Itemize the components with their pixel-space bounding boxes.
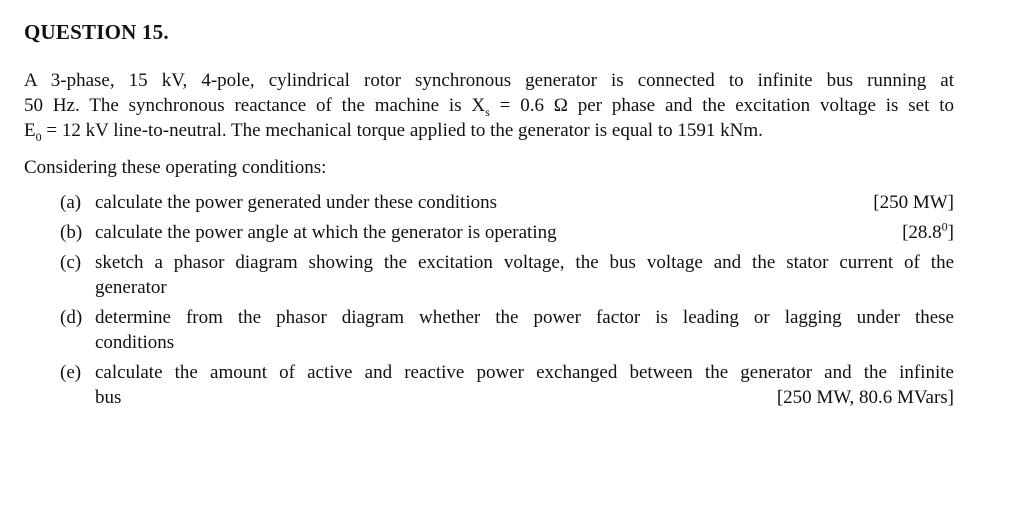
- intro-line-2: [24, 93, 954, 118]
- part-c: [60, 250, 954, 300]
- intro-line-3-rest: = 12 kV line-to-neutral. The mechanical torque applied to the generator is equal to 1591 kNm.: [41, 120, 763, 141]
- part-d: [60, 305, 954, 355]
- intro-line-2-text: 50 Hz. The synchronous reactance of the machine is X: [24, 95, 486, 116]
- question-parts: [60, 190, 954, 410]
- part-d-line-2: conditions: [95, 332, 175, 353]
- part-b-answer-value: [28.8: [902, 222, 942, 243]
- part-b: [60, 220, 954, 245]
- part-c-label: (c): [60, 252, 82, 273]
- part-d-line-1: determine from the phasor diagram whether the power factor is leading or lagging under these: [95, 307, 954, 328]
- intro-line-3: [24, 118, 954, 143]
- intro-line-2-rest: = 0.6 Ω per phase and the excitation voltage is set to: [489, 95, 954, 116]
- question-intro: [24, 68, 954, 143]
- intro-line-1: A 3-phase, 15 kV, 4-pole, cylindrical rotor synchronous generator is connected to infinite bus running at: [24, 70, 954, 91]
- intro-line-3-text: E: [24, 120, 36, 141]
- part-c-line-2: generator: [95, 277, 167, 298]
- considering-heading: Considering these operating conditions:: [24, 157, 327, 178]
- part-a-answer: [250 MW]: [873, 192, 954, 213]
- part-c-line-1: sketch a phasor diagram showing the excitation voltage, the bus voltage and the stator current of the: [95, 252, 954, 273]
- excitation-subscript: 0: [35, 129, 42, 144]
- degree-superscript: 0: [941, 219, 948, 234]
- part-a-label: (a): [60, 192, 82, 213]
- part-d-label: (d): [60, 307, 83, 328]
- part-e: [60, 360, 954, 410]
- part-b-answer-close: ]: [947, 222, 954, 243]
- part-e-line-2: bus: [95, 387, 122, 408]
- question-title: QUESTION 15.: [24, 20, 169, 44]
- part-e-line-1: calculate the amount of active and reactive power exchanged between the generator and the infinite: [95, 362, 954, 383]
- part-b-label: (b): [60, 222, 83, 243]
- part-a: [60, 190, 954, 215]
- part-e-label: (e): [60, 362, 82, 383]
- part-e-answer: [250 MW, 80.6 MVars]: [776, 387, 954, 408]
- part-a-text: calculate the power generated under these conditions: [95, 192, 497, 213]
- part-b-text: calculate the power angle at which the generator is operating: [95, 222, 557, 243]
- reactance-subscript: s: [485, 104, 490, 119]
- part-b-answer: [902, 220, 954, 245]
